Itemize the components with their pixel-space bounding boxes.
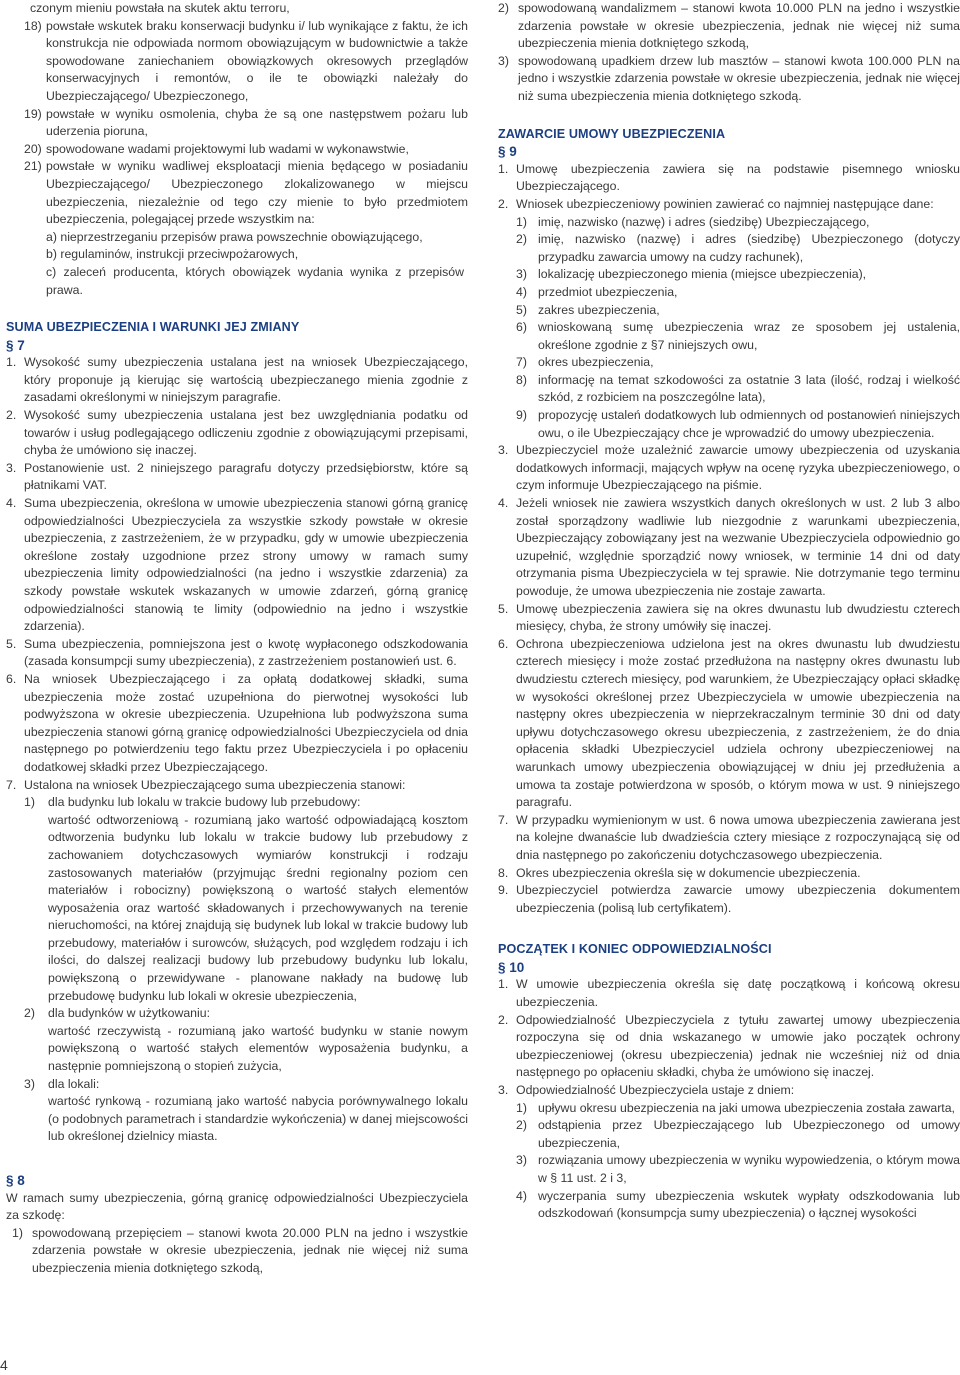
right-column [498, 0, 960, 1223]
sub-item-description: wartość rzeczywistą - rozumianą jako wartość budynku w stanie nowym powiększoną o wartość stałych elementów wyposażenia budynku, a następnie pomniejszoną o stopień zużycia, [48, 1023, 468, 1074]
item-number: 3. [6, 460, 17, 475]
item-text: Wysokość sumy ubezpieczenia ustalana jest na wniosek Ubezpieczającego, który proponuje ją kierując się wartością ubezpieczanego mienia zgodnie z zasadami określonymi w niniejszym paragrafie. [24, 355, 468, 405]
paragraph-number: § 9 [498, 144, 517, 160]
item-number: 3. [498, 443, 509, 458]
item-number: 4) [516, 284, 527, 299]
list-item [498, 196, 960, 214]
item-number: 3) [516, 1153, 527, 1168]
item-text: spowodowane wadami projektowymi lub wadami w wykonawstwie, [46, 141, 409, 156]
item-number: 3) [516, 267, 527, 282]
paragraph-number: § 8 [6, 1173, 25, 1188]
item-number: 19) [24, 106, 42, 121]
list-item [498, 976, 960, 1011]
item-number: 6. [6, 671, 17, 686]
item-number: 2. [498, 1012, 509, 1027]
list-item [6, 141, 468, 159]
item-number: 7. [498, 812, 509, 827]
item-text: informację na temat szkodowości za ostatnie 3 lata (ilość, rodzaj i wielkość szkód, z rozbiciem na poszczególne lata), [538, 372, 960, 405]
list-item [6, 158, 468, 228]
sub-list-item [6, 1076, 468, 1094]
item-text: W umowie ubezpieczenia określa się datę początkową i końcową okresu ubezpieczenia. [516, 977, 960, 1010]
list-item [498, 161, 960, 196]
sub-list-item [498, 302, 960, 320]
item-text: propozycję ustaleń dodatkowych lub odmiennych od postanowień niniejszych owu, o ile Ubezpieczający chce je wprowadzić do umowy ubezpieczenia. [538, 408, 960, 440]
paragraph-number: § 7 [6, 337, 25, 353]
continued-text: czonym mieniu powstała na skutek aktu terroru, [30, 1, 290, 15]
left-column [6, 0, 468, 1278]
list-item [498, 601, 960, 636]
list-item [498, 495, 960, 601]
list-item [6, 18, 468, 106]
section-heading: ZAWARCIE UMOWY UBEZPIECZENIA [498, 126, 726, 141]
sub-list [498, 214, 960, 443]
sub-list-item [6, 794, 468, 812]
sub-list-item [498, 407, 960, 442]
item-text: spowodowaną wandalizmem – stanowi kwota 10.000 PLN na jedno i wszystkie zdarzenia powstałe w okresie ubezpieczenia, jednak nie więcej niż suma ubezpieczenia mienia dotkniętego szkodą, [518, 1, 960, 51]
item-number: 3) [498, 53, 509, 68]
item-number: 6. [498, 636, 509, 651]
sub-list-item [498, 284, 960, 302]
item-text: powstałe w wyniku wadliwej eksploatacji mienia będącego w posiadaniu Ubezpieczającego/ Ubezpieczonego zlokalizowanego w miejscu ubezpieczenia, niezależnie od tego czy mienie to było przedmiotem ubezpieczenia, polegającej przede wszystkim na: [46, 159, 468, 227]
page-number: 4 [0, 1357, 8, 1373]
item-number: 2) [516, 232, 527, 247]
item-number: 2. [6, 408, 17, 423]
item-text: Jeżeli wniosek nie zawiera wszystkich danych określonych w ust. 2 lub 3 albo został sporządzony wadliwie lub niezgodnie z warunkami ubezpieczenia, Ubezpieczający zobowiązany jest na wezwanie Ubezpieczyciela odpowiednio go uzupełnić, względnie sporządzić nowy wniosek, w terminie 14 dni od daty otrzymania pisma Ubezpieczyciela w tej sprawie. Nie dotrzymanie tego terminu powoduje, że umowa ubezpieczenia nie zostaje zawarta. [516, 496, 960, 598]
item-number: 5. [6, 636, 17, 651]
item-number: 7. [6, 777, 17, 792]
sub-list-item [498, 354, 960, 372]
list-item [6, 636, 468, 671]
item-text: powstałe wskutek braku konserwacji budynku i/ lub wynikające z faktu, że ich konstrukcja nie odpowiada normom obowiązującym w budownictwie a także spowodowane zaniechaniem obowiązkowych okresowych przeglądów konserwacyjnych i remontów, o ile te obowiązki należały do Ubezpieczającego/ Ubezpieczonego, [46, 18, 468, 103]
item-text: Umowę ubezpieczenia zawiera się na okres dwunastu lub dwudziestu czterech miesięcy, chyba, że strony umówiły się inaczej. [516, 601, 960, 634]
item-text: dla budynków w użytkowaniu: [48, 1006, 210, 1021]
sub-list [498, 1100, 960, 1223]
paragraph-intro: W ramach sumy ubezpieczenia, górną granicę odpowiedzialności Ubezpieczyciela za szkodę: [6, 1190, 468, 1223]
item-number: 3) [24, 1076, 35, 1091]
sub-item-c: c) zaleceń producenta, których obowiązek wydania wynika z przepisów prawa. [46, 264, 464, 297]
item-number: 2) [24, 1006, 35, 1021]
item-number: 9. [498, 883, 509, 898]
item-text: rozwiązania umowy ubezpieczenia w wyniku wypowiedzenia, o którym mowa w § 11 ust. 2 i 3, [538, 1153, 960, 1185]
item-text: imię, nazwisko (nazwę) i adres (siedzibę) Ubezpieczonego (dotyczy przypadku zawarcia umowy na cudzy rachunek), [538, 232, 960, 264]
sub-list-item [498, 319, 960, 354]
item-number: 5. [498, 601, 509, 616]
item-text: okres ubezpieczenia, [538, 355, 654, 370]
item-number: 4. [498, 496, 509, 511]
item-number: 1) [516, 214, 527, 229]
item-number: 21) [24, 159, 42, 174]
sub-list-item [498, 1152, 960, 1187]
item-text: dla budynku lub lokalu w trakcie budowy lub przebudowy: [48, 795, 361, 810]
sub-list-item [498, 1117, 960, 1152]
sub-list-item [498, 214, 960, 232]
item-number: 2) [516, 1118, 527, 1133]
sub-list-item [498, 266, 960, 284]
item-number: 1) [24, 795, 35, 810]
item-text: Odpowiedzialność Ubezpieczyciela ustaje z dniem: [516, 1083, 795, 1098]
list-item [498, 53, 960, 106]
item-text: dla lokali: [48, 1076, 100, 1091]
list-item [498, 812, 960, 865]
paragraph-number: § 10 [498, 959, 525, 975]
sub-list-item [498, 1100, 960, 1118]
section-heading: SUMA UBEZPIECZENIA I WARUNKI JEJ ZMIANY [6, 320, 300, 335]
item-text: powstałe w wyniku osmolenia, chyba że są one następstwem pożaru lub uderzenia pioruna, [46, 106, 468, 139]
item-text: Suma ubezpieczenia, określona w umowie ubezpieczenia stanowi górną granicę odpowiedzialności Ubezpieczyciela za wszystkie szkody powstałe w okresie ubezpieczenia, z zastrzeżeniem, że w przypadku, gdy w umowie ubezpieczenia określone zostały uzgodnione przez strony umowy w ramach sumy ubezpieczenia limity odpowiedzialności (na jedno i wszystkie zdarzenia) za szkody powstałe wskutek wskazanych w umowie zdarzeń, górną granicę odpowiedzialności stanowią te limity (odpowiednio na jedno i wszystkie zdarzenia). [24, 496, 468, 634]
item-text: Umowę ubezpieczenia zawiera się na podstawie pisemnego wniosku Ubezpieczającego. [516, 161, 960, 194]
item-number: 2. [498, 196, 509, 211]
list-item [6, 407, 468, 460]
item-number: 1. [498, 977, 509, 992]
item-text: Ochrona ubezpieczeniowa udzielona jest na okres dwunastu lub dwudziestu czterech miesięcy i może zostać przedłużona na następny okres dwunastu lub dwudziestu czterech miesięcy, pod warunkiem, że Ubezpieczający opłaci składkę w wysokości określonej przez Ubezpieczyciela w umowie ubezpieczenia na następny okres ubezpieczenia w nieprzekraczalnym terminie 30 dni od daty upływu dotychczasowego okresu ubezpieczenia, z zastrzeżeniem, że do dnia opłacenia składki Ubezpieczyciel udziela ochrony ubezpieczeniowej na warunkach umowy ubezpieczenia obowiązującej w dniu jej przedłużenia a umowa ta zostaje potwierdzona w sposób, o którym mowa w ust. 9 niniejszego paragrafu. [516, 636, 960, 810]
list-item [498, 1082, 960, 1100]
item-number: 3. [498, 1083, 509, 1098]
sub-list-item [6, 1005, 468, 1023]
item-text: upływu okresu ubezpieczenia na jaki umowa ubezpieczenia została zawarta, [538, 1100, 955, 1115]
item-number: 1) [516, 1100, 527, 1115]
item-number: 4) [516, 1188, 527, 1203]
item-number: 1) [12, 1225, 23, 1240]
item-text: spowodowaną upadkiem drzew lub masztów – stanowi kwota 100.000 PLN na jedno i wszystkie zdarzenia powstałe w okresie ubezpieczenia, jednak nie więcej niż suma ubezpieczenia mienia dotkniętego szkodą. [518, 53, 960, 103]
sub-item-a: a) nieprzestrzeganiu przepisów prawa powszechnie obowiązującego, [46, 229, 423, 244]
list-item [6, 495, 468, 636]
sub-item-b: b) regulaminów, instrukcji przeciwpożarowych, [46, 247, 299, 262]
list-item [6, 671, 468, 777]
list-item [498, 865, 960, 883]
list-item [6, 460, 468, 495]
list-item [498, 0, 960, 53]
item-text: Wniosek ubezpieczeniowy powinien zawierać co najmniej następujące dane: [516, 196, 934, 211]
item-text: Suma ubezpieczenia, pomniejszona jest o kwotę wypłaconego odszkodowania (zasada konsumpcji sumy ubezpieczenia), z zastrzeżeniem postanowień ust. 6. [24, 636, 468, 669]
list-item [498, 882, 960, 917]
item-text: Postanowienie ust. 2 niniejszego paragrafu dotyczy przedsiębiorstw, które są płatnikami VAT. [24, 460, 468, 493]
item-number: 2) [498, 1, 509, 15]
item-text: Ubezpieczyciel może uzależnić zawarcie umowy ubezpieczenia od uzyskania dodatkowych informacji, mających wpływ na ocenę ryzyka ubezpieczeniowego, o czym informuje Ubezpieczającego na piśmie. [516, 443, 960, 493]
item-text: spowodowaną przepięciem – stanowi kwota 20.000 PLN na jedno i wszystkie zdarzenia powstałe w okresie ubezpieczenia, jednak nie więcej niż suma ubezpieczenia mienia dotkniętego szkodą, [32, 1225, 468, 1275]
item-number: 6) [516, 320, 527, 335]
item-text: imię, nazwisko (nazwę) i adres (siedzibę) Ubezpieczającego, [538, 214, 870, 229]
item-number: 8. [498, 865, 509, 880]
item-text: przedmiot ubezpieczenia, [538, 284, 678, 299]
item-number: 8) [516, 372, 527, 387]
item-number: 1. [498, 161, 509, 176]
list-item [498, 636, 960, 812]
item-number: 20) [24, 141, 42, 156]
item-text: Na wniosek Ubezpieczającego i za opłatą dodatkowej składki, suma ubezpieczenia może zostać uzupełniona do pierwotnej wysokości lub podwyższona w okresie ubezpieczenia. Uzupełniona lub podwyższona suma ubezpieczenia stanowi górną granicę odpowiedzialności Ubezpieczyciela od dnia następnego po potwierdzeniu tego faktu przez Ubezpieczyciela i po opłaceniu dodatkowej składki przez Ubezpieczającego. [24, 671, 468, 774]
item-number: 9) [516, 408, 527, 423]
item-text: wnioskowaną sumę ubezpieczenia wraz ze sposobem jej ustalenia, określone zgodnie z §7 niniejszych owu, [538, 320, 960, 352]
item-number: 7) [516, 355, 527, 370]
item-text: Okres ubezpieczenia określa się w dokumencie ubezpieczenia. [516, 865, 861, 880]
item-number: 5) [516, 302, 527, 317]
list-item [6, 106, 468, 141]
item-number: 4. [6, 496, 17, 511]
item-text: zakres ubezpieczenia, [538, 302, 660, 317]
sub-list-item [498, 231, 960, 266]
list-item [498, 442, 960, 495]
list-item [498, 1012, 960, 1082]
item-text: Wysokość sumy ubezpieczenia ustalana jest bez uwzględniania podatku od towarów i usług podlegającego odliczeniu zgodnie z obowiązującymi przepisami, chyba że umówiono się inaczej. [24, 408, 468, 458]
list-item [6, 354, 468, 407]
item-text: Ustalona na wniosek Ubezpieczającego suma ubezpieczenia stanowi: [24, 777, 406, 792]
item-text: wyczerpania sumy ubezpieczenia wskutek wypłaty odszkodowania lub odszkodowań (konsumpcja sumy ubezpieczenia) o łącznej wysokości [538, 1188, 960, 1221]
item-text: odstąpienia przez Ubezpieczającego lub Ubezpieczonego od umowy ubezpieczenia, [538, 1118, 960, 1150]
item-number: 1. [6, 355, 17, 370]
sub-list-item [498, 1188, 960, 1223]
sub-list-item [498, 372, 960, 407]
section-heading: POCZĄTEK I KONIEC ODPOWIEDZIALNOŚCI [498, 942, 772, 957]
sub-item-description: wartość odtworzeniową - rozumianą jako wartość odpowiadającą kosztom odtworzenia budynku lub lokalu w trakcie budowy lub przebudowy z zachowaniem dotychczasowych wymiarów konstrukcji i rodzaju zastosowanych materiałów (przyjmując średni regionalny poziom cen materiałów i robocizny) powiększoną o wartość stałych elementów wyposażenia oraz wartość składowanych i przechowywanych na terenie nieruchomości, na której znajdują się budynek lub lokal w trakcie budowy lub przebudowy, materiałów i surowców, służących, pod względem rodzaju i ich ilości, do dalszej realizacji budowy lub przebudowy budynku lub lokalu, powiększoną o przewidywane - planowane nakłady na budowę lub przebudowę budynku lub lokali w okresie ubezpieczenia, [48, 812, 468, 1003]
item-text: Ubezpieczyciel potwierdza zawarcie umowy ubezpieczenia dokumentem ubezpieczenia (polisą lub certyfikatem). [516, 883, 960, 915]
item-text: lokalizację ubezpieczonego mienia (miejsce ubezpieczenia), [538, 267, 867, 282]
item-text: Odpowiedzialność Ubezpieczyciela z tytułu zawartej umowy ubezpieczenia rozpoczyna się od dnia wskazanego w umowie jako początek ochrony ubezpieczeniowej (okresu ubezpieczenia) jednak nie wcześniej niż od dnia następnego po opłaceniu składki, chyba że umówiono się inaczej. [516, 1012, 960, 1080]
list-item [6, 1225, 468, 1278]
item-text: W przypadku wymienionym w ust. 6 nowa umowa ubezpieczenia zawierana jest na kolejne dwanaście lub dwadzieścia cztery miesiące z rozpoczynającą się od dnia następnego po zakończeniu dotychczasowego ubezpieczenia. [516, 812, 960, 862]
list-item [6, 777, 468, 795]
item-number: 18) [24, 18, 42, 33]
sub-item-description: wartość rynkową - rozumianą jako wartość nabycia porównywalnego lokalu (o podobnych parametrach i standardzie wykończenia) w danej miejscowości lub określonej dzielnicy miasta. [48, 1094, 468, 1144]
